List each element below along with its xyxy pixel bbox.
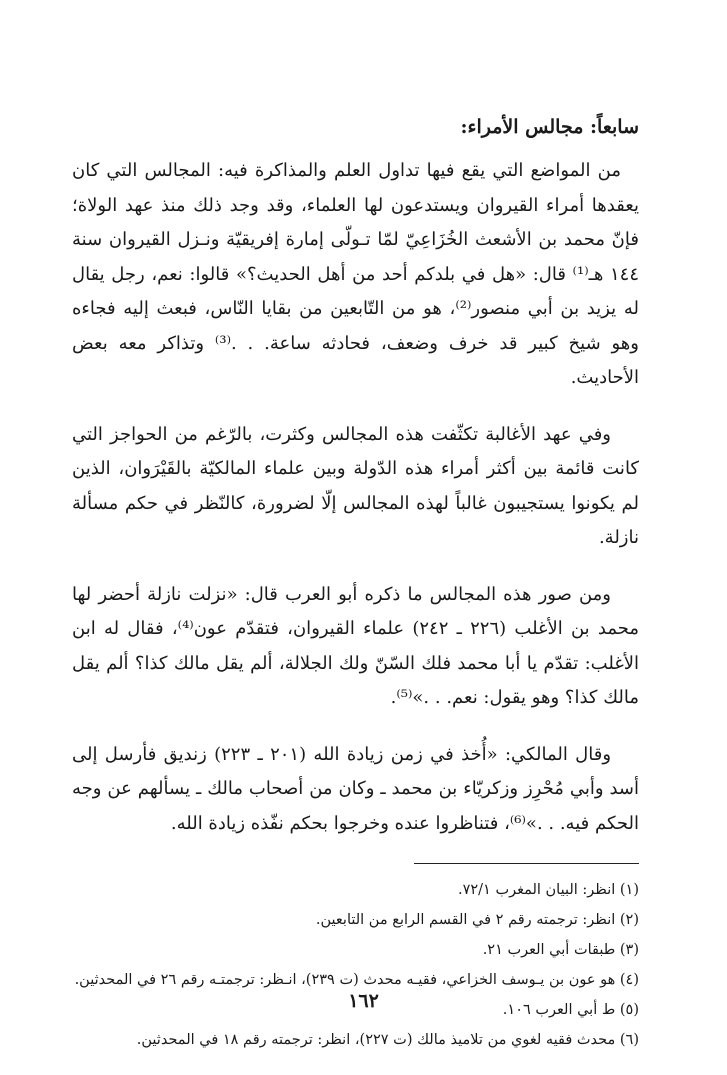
paragraph-4: وقال المالكي: «أُخذ في زمن زيادة الله (٢٠١ ـ ٢٢٣) زنديق فأرسل إلى أسد وأبي مُحْرِز وزكريّاء بن محمد ـ وكان من أصحاب مالك ـ يسألهم عن وجه الحكم فيه. . .»⁽⁶⁾، فتناظروا عنده وخرجوا بحكم نفّذه زيادة الله. — [72, 743, 639, 834]
footnote-3: (٣) طبقات أبي العرب ٢١. — [482, 942, 639, 958]
paragraph-2: وفي عهد الأغالبة تكثّفت هذه المجالس وكثرت، بالرّغم من الحواجز التي كانت قائمة بين أكثر أمراء هذه الدّولة وبين علماء المالكيّة بالقَيْرَوان، الذين لم يكونوا يستجيبون غالباً لهذه المجالس إلّا لضرورة، كالنّظر في حكم مسألة نازلة. — [72, 423, 639, 548]
footnote-5: (٥) ط أبي العرب ١٠٦. — [502, 1002, 639, 1018]
footnote-2: (٢) انظر: ترجمته رقم ٢ في القسم الرابع من التابعين. — [315, 912, 639, 928]
footnote-4: (٤) هو عون بن يـوسف الخزاعي، فقيـه محدث (ت ٢٣٩)، انـظر: ترجمتـه رقم ٢٦ في المحدثين. — [74, 972, 639, 988]
paragraph-3: ومن صور هذه المجالس ما ذكره أبو العرب قال: «نزلت نازلة أحضر لها محمد بن الأغلب (٢٢٦ ـ ٢٤٢) علماء القيروان، فتقدّم عون⁽⁴⁾، فقال له ابن الأغلب: تقدّم يا أبا محمد فلك السّنّ ولك الجلالة، ألم يقل مالك كذا؟ ألم يقل مالك كذا؟ وهو يقول: نعم. . .»⁽⁵⁾. — [72, 583, 640, 708]
section-heading: سابعاً: مجالس الأمراء: — [460, 116, 639, 138]
footnote-separator — [414, 863, 639, 864]
paragraph-1: من المواضع التي يقع فيها تداول العلم والمذاكرة فيه: المجالس التي كان يعقدها أمراء القيروان ويستدعون لها العلماء، وقد وجد ذلك منذ عهد الولاة؛ فإنّ محمد بن الأشعث الخُزَاعِيّ لمّا تـولّى إمارة إفريقيّة ونـزل القيروان سنة ١٤٤ هـ⁽¹⁾ قال: «هل في بلدكم أحد من أهل الحديث؟» قالوا: نعم، رجل يقال له يزيد بن أبي منصور⁽²⁾، هو من التّابعين من بقايا النّاس، فبعث إليه فجاءه وهو شيخ كبير قد خرف وضعف، فحادثه ساعة. . .⁽³⁾ وتذاكر معه بعض الأحاديث. — [72, 160, 639, 388]
page-number: ١٦٢ — [348, 990, 379, 1012]
footnote-6: (٦) محدث فقيه لغوي من تلاميذ مالك (ت ٢٢٧)، انظر: ترجمته رقم ١٨ في المحدثين. — [136, 1032, 639, 1048]
footnote-1: (١) انظر: البيان المغرب ٧٢/١. — [457, 882, 639, 898]
footnotes — [72, 878, 639, 1052]
